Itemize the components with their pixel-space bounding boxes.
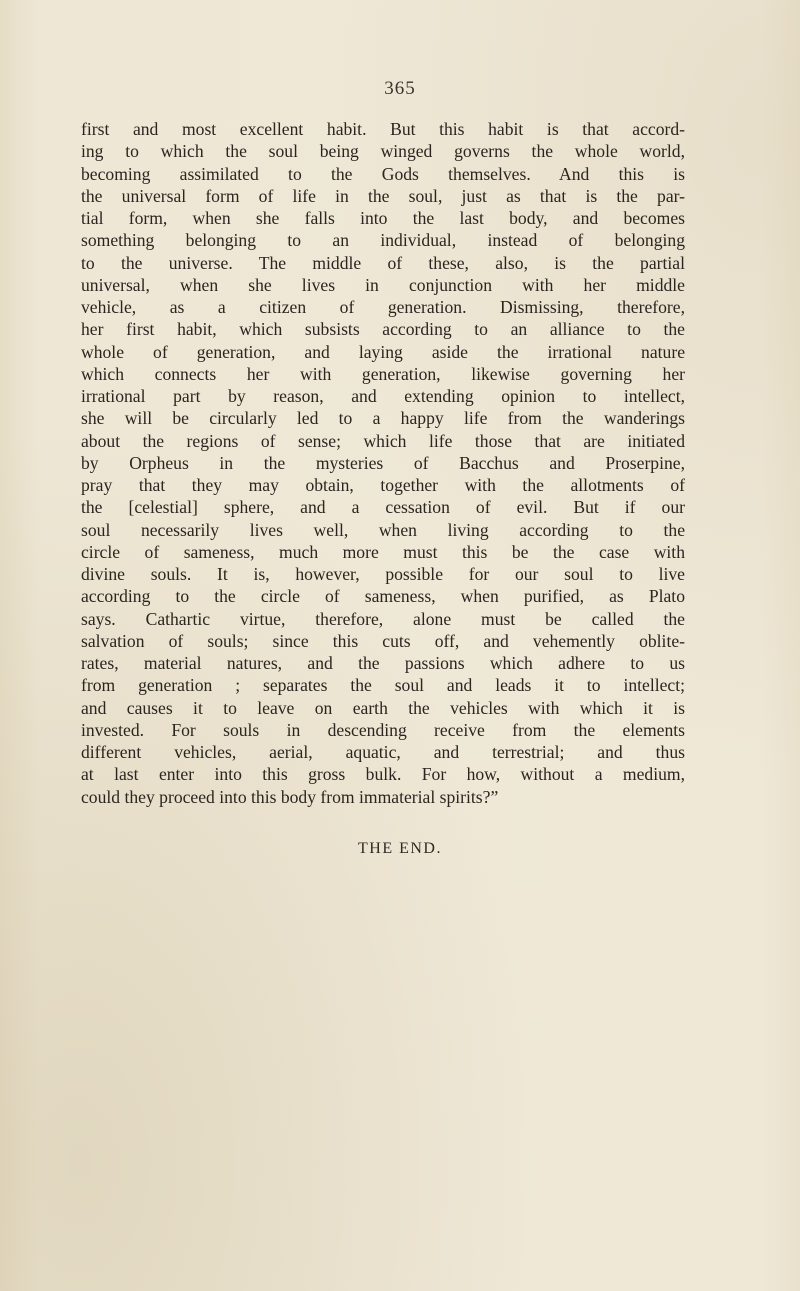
text-line: circle of sameness, much more must this be the case with	[81, 541, 685, 562]
text-line: to the universe. The middle of these, also, is the partial	[81, 252, 685, 273]
text-line: becoming assimilated to the Gods themselves. And this is	[81, 163, 685, 184]
the-end-heading: THE END.	[358, 840, 442, 857]
text-line: about the regions of sense; which life those that are initiated	[81, 430, 685, 451]
text-line: ing to which the soul being winged governs the whole world,	[81, 141, 685, 162]
text-line: whole of generation, and laying aside the irrational nature	[81, 341, 685, 362]
text-line: could they proceed into this body from immaterial spirits?”	[81, 786, 499, 807]
text-line: invested. For souls in descending receive from the elements	[81, 719, 685, 740]
text-line: she will be circularly led to a happy life from the wanderings	[81, 408, 685, 429]
text-line: pray that they may obtain, together with the allotments of	[81, 475, 685, 495]
text-line: which connects her with generation, likewise governing her	[81, 363, 685, 384]
text-line: something belonging to an individual, instead of belonging	[81, 230, 685, 251]
text-line: and causes it to leave on earth the vehicles with which it is	[81, 697, 685, 718]
text-line: different vehicles, aerial, aquatic, and terrestrial; and thus	[81, 742, 685, 762]
text-line: from generation ; separates the soul and leads it to intellect;	[81, 675, 685, 696]
page-number: 365	[384, 78, 416, 99]
text-line: soul necessarily lives well, when living according to the	[81, 519, 685, 540]
text-line: tial form, when she falls into the last body, and becomes	[81, 208, 685, 228]
text-line: her first habit, which subsists according to an alliance to the	[81, 319, 685, 340]
text-line: by Orpheus in the mysteries of Bacchus and Proserpine,	[81, 452, 685, 473]
text-line: the [celestial] sphere, and a cessation of evil. But if our	[81, 497, 685, 518]
body-text	[81, 118, 685, 808]
text-line: at last enter into this gross bulk. For how, without a medium,	[81, 764, 685, 785]
text-line: first and most excellent habit. But this habit is that accord-	[81, 119, 685, 139]
text-line: universal, when she lives in conjunction with her middle	[81, 274, 685, 295]
text-line: according to the circle of sameness, when purified, as Plato	[81, 586, 685, 607]
text-line: the universal form of life in the soul, just as that is the par-	[81, 185, 685, 206]
text-line: salvation of souls; since this cuts off, and vehemently oblite-	[81, 630, 685, 651]
text-line: irrational part by reason, and extending opinion to intellect,	[81, 386, 685, 406]
text-line: rates, material natures, and the passions which adhere to us	[81, 653, 685, 673]
text-line: says. Cathartic virtue, therefore, alone must be called the	[81, 608, 685, 629]
text-line: vehicle, as a citizen of generation. Dismissing, therefore,	[81, 297, 685, 317]
text-line: divine souls. It is, however, possible for our soul to live	[81, 564, 685, 584]
